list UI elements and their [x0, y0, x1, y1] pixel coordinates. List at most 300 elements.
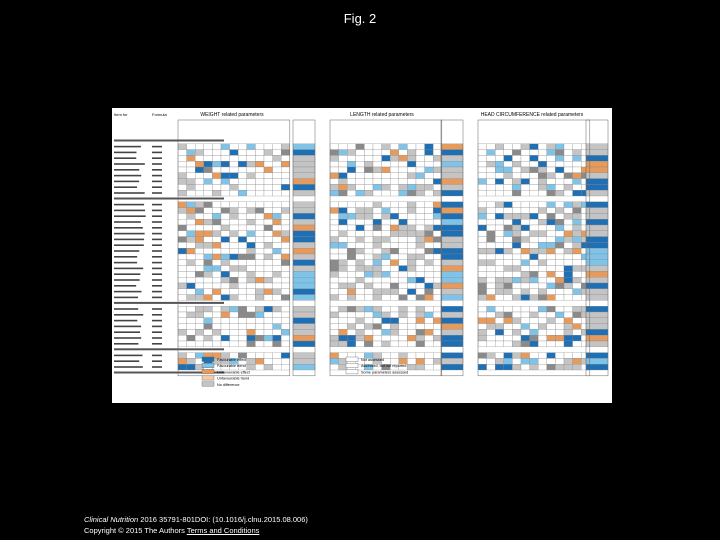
result-cell [347, 144, 356, 150]
result-cell [416, 208, 425, 214]
row-label [114, 204, 144, 206]
result-cell [495, 266, 504, 272]
result-cell [416, 184, 425, 190]
result-cell [478, 213, 487, 219]
result-cell [195, 190, 204, 196]
result-cell [247, 271, 256, 277]
row-formula [152, 227, 162, 229]
result-cell [221, 155, 230, 161]
result-cell [204, 231, 213, 237]
result-cell [512, 266, 521, 272]
result-cell [373, 318, 382, 324]
overall-cell [586, 266, 608, 272]
result-cell [273, 277, 282, 283]
result-cell [399, 231, 408, 237]
result-cell [230, 237, 239, 243]
result-cell [212, 167, 221, 173]
result-cell [382, 202, 391, 208]
result-cell [495, 335, 504, 341]
result-cell [504, 237, 513, 243]
result-cell [425, 231, 434, 237]
result-cell [339, 167, 348, 173]
result-cell [521, 202, 530, 208]
result-cell [255, 335, 264, 341]
result-cell [521, 237, 530, 243]
result-cell [487, 353, 496, 359]
result-cell [512, 353, 521, 359]
result-cell [212, 213, 221, 219]
result-cell [399, 208, 408, 214]
result-cell [330, 231, 339, 237]
result-cell [221, 254, 230, 260]
result-cell [399, 144, 408, 150]
row-label [114, 233, 145, 235]
row-label [114, 262, 137, 264]
result-cell [530, 312, 539, 318]
result-cell [478, 219, 487, 225]
result-cell [178, 190, 187, 196]
result-cell [512, 225, 521, 231]
result-cell [487, 283, 496, 289]
result-cell [264, 155, 273, 161]
result-cell [339, 179, 348, 185]
result-cell [495, 341, 504, 347]
row-label [114, 152, 136, 154]
result-cell [521, 324, 530, 330]
result-cell [330, 213, 339, 219]
result-cell [504, 242, 513, 248]
result-cell [538, 225, 547, 231]
result-cell [364, 155, 373, 161]
terms-link[interactable]: Terms and Conditions [186, 526, 260, 535]
result-cell [255, 208, 264, 214]
result-cell [373, 173, 382, 179]
result-cell [547, 312, 556, 318]
result-cell [573, 341, 582, 347]
result-cell [281, 144, 290, 150]
result-cell [390, 184, 399, 190]
result-cell [512, 208, 521, 214]
result-cell [212, 155, 221, 161]
result-cell [178, 202, 187, 208]
result-cell [495, 167, 504, 173]
result-cell [504, 155, 513, 161]
overall-cell [293, 353, 315, 359]
overall-cell [586, 353, 608, 359]
result-cell [382, 173, 391, 179]
result-cell [221, 161, 230, 167]
overall-cell [441, 353, 463, 359]
result-cell [356, 254, 365, 260]
row-formula [152, 157, 162, 159]
result-cell [512, 155, 521, 161]
result-cell [416, 248, 425, 254]
result-cell [573, 161, 582, 167]
result-cell [530, 260, 539, 266]
result-cell [247, 295, 256, 301]
result-cell [230, 271, 239, 277]
result-cell [521, 167, 530, 173]
result-cell [521, 208, 530, 214]
row-formula [152, 152, 162, 154]
result-cell [178, 260, 187, 266]
result-cell [247, 358, 256, 364]
result-cell [356, 260, 365, 266]
result-cell [264, 364, 273, 370]
result-cell [487, 173, 496, 179]
overall-cell [441, 208, 463, 214]
overall-cell [441, 364, 463, 370]
result-cell [247, 318, 256, 324]
result-cell [264, 283, 273, 289]
result-cell [521, 248, 530, 254]
result-cell [407, 324, 416, 330]
result-cell [187, 161, 196, 167]
result-cell [382, 213, 391, 219]
result-cell [330, 324, 339, 330]
result-cell [339, 231, 348, 237]
result-cell [399, 202, 408, 208]
result-cell [281, 271, 290, 277]
result-cell [487, 266, 496, 272]
result-cell [564, 277, 573, 283]
result-cell [264, 318, 273, 324]
result-cell [195, 295, 204, 301]
result-cell [425, 312, 434, 318]
result-cell [212, 248, 221, 254]
result-cell [390, 289, 399, 295]
result-cell [433, 260, 442, 266]
overall-cell [586, 324, 608, 330]
overall-cell [586, 335, 608, 341]
result-cell [273, 155, 282, 161]
overall-cell [441, 167, 463, 173]
row-formula [152, 360, 162, 362]
result-cell [573, 271, 582, 277]
overall-cell [293, 358, 315, 364]
result-cell [573, 260, 582, 266]
result-cell [281, 150, 290, 156]
result-cell [512, 167, 521, 173]
result-cell [247, 161, 256, 167]
result-cell [273, 184, 282, 190]
result-cell [495, 271, 504, 277]
result-cell [364, 324, 373, 330]
result-cell [573, 312, 582, 318]
result-cell [555, 364, 564, 370]
overall-cell [293, 150, 315, 156]
result-cell [512, 329, 521, 335]
result-cell [255, 179, 264, 185]
result-cell [281, 324, 290, 330]
result-cell [230, 190, 239, 196]
result-cell [390, 266, 399, 272]
result-cell [425, 167, 434, 173]
result-cell [347, 283, 356, 289]
result-cell [330, 364, 339, 370]
result-cell [339, 184, 348, 190]
result-cell [281, 202, 290, 208]
result-cell [255, 225, 264, 231]
result-cell [255, 173, 264, 179]
result-cell [356, 266, 365, 272]
result-cell [478, 271, 487, 277]
result-cell [330, 184, 339, 190]
result-cell [564, 295, 573, 301]
overall-cell [586, 225, 608, 231]
result-cell [373, 179, 382, 185]
result-cell [373, 184, 382, 190]
result-cell [281, 179, 290, 185]
result-cell [530, 225, 539, 231]
row-formula [152, 181, 162, 183]
result-cell [281, 364, 290, 370]
result-cell [399, 277, 408, 283]
result-cell [416, 271, 425, 277]
result-cell [425, 306, 434, 312]
result-cell [382, 231, 391, 237]
result-cell [407, 289, 416, 295]
result-cell [187, 318, 196, 324]
result-cell [195, 312, 204, 318]
result-cell [555, 225, 564, 231]
result-cell [247, 225, 256, 231]
result-cell [255, 271, 264, 277]
result-cell [212, 341, 221, 347]
result-cell [495, 364, 504, 370]
result-cell [547, 155, 556, 161]
result-cell [187, 248, 196, 254]
result-cell [564, 213, 573, 219]
overall-cell [293, 167, 315, 173]
result-cell [487, 271, 496, 277]
result-cell [407, 318, 416, 324]
result-cell [273, 358, 282, 364]
result-cell [416, 283, 425, 289]
result-cell [382, 329, 391, 335]
result-cell [382, 184, 391, 190]
result-cell [399, 260, 408, 266]
result-cell [178, 271, 187, 277]
overall-cell [586, 312, 608, 318]
result-cell [273, 208, 282, 214]
result-cell [425, 283, 434, 289]
result-cell [416, 318, 425, 324]
result-cell [339, 260, 348, 266]
result-cell [255, 306, 264, 312]
result-cell [390, 242, 399, 248]
result-cell [530, 231, 539, 237]
result-cell [478, 283, 487, 289]
result-cell [382, 260, 391, 266]
result-cell [504, 213, 513, 219]
result-cell [212, 150, 221, 156]
result-cell [530, 167, 539, 173]
result-cell [433, 161, 442, 167]
result-cell [356, 306, 365, 312]
result-cell [433, 219, 442, 225]
result-cell [495, 155, 504, 161]
result-cell [407, 364, 416, 370]
result-cell [504, 312, 513, 318]
result-cell [425, 329, 434, 335]
result-cell [356, 329, 365, 335]
result-cell [230, 283, 239, 289]
result-cell [187, 260, 196, 266]
result-cell [264, 225, 273, 231]
overall-cell [586, 155, 608, 161]
result-cell [521, 335, 530, 341]
result-cell [339, 248, 348, 254]
result-cell [512, 254, 521, 260]
result-cell [281, 335, 290, 341]
result-cell [247, 312, 256, 318]
result-cell [564, 353, 573, 359]
result-cell [390, 248, 399, 254]
result-cell [564, 208, 573, 214]
result-cell [195, 167, 204, 173]
result-cell [495, 318, 504, 324]
group-header: HEAD CIRCUMFERENCE related parameters [480, 112, 584, 118]
result-cell [204, 202, 213, 208]
row-label [114, 215, 146, 217]
section-heading [114, 348, 224, 350]
row-formula [152, 256, 162, 258]
result-cell [495, 306, 504, 312]
result-cell [339, 219, 348, 225]
result-cell [356, 289, 365, 295]
result-cell [504, 190, 513, 196]
overall-cell [441, 231, 463, 237]
result-cell [555, 202, 564, 208]
result-cell [356, 208, 365, 214]
result-cell [433, 254, 442, 260]
overall-cell [586, 150, 608, 156]
result-cell [187, 150, 196, 156]
result-cell [273, 150, 282, 156]
result-cell [407, 353, 416, 359]
result-cell [339, 161, 348, 167]
result-cell [364, 289, 373, 295]
result-cell [399, 190, 408, 196]
result-cell [212, 312, 221, 318]
result-cell [555, 358, 564, 364]
overall-cell [293, 190, 315, 196]
result-cell [330, 306, 339, 312]
result-cell [555, 184, 564, 190]
result-cell [512, 335, 521, 341]
result-cell [195, 306, 204, 312]
result-cell [382, 277, 391, 283]
result-cell [221, 283, 230, 289]
result-cell [187, 306, 196, 312]
result-cell [255, 283, 264, 289]
result-cell [247, 231, 256, 237]
result-cell [364, 266, 373, 272]
overall-cell [441, 237, 463, 243]
result-cell [281, 225, 290, 231]
group-header: WEIGHT related parameters [200, 112, 264, 118]
result-cell [230, 254, 239, 260]
citation-line [84, 514, 308, 525]
overall-cell [293, 202, 315, 208]
result-cell [390, 225, 399, 231]
result-cell [538, 364, 547, 370]
result-cell [373, 202, 382, 208]
result-cell [573, 179, 582, 185]
result-cell [273, 179, 282, 185]
result-cell [364, 167, 373, 173]
result-cell [364, 173, 373, 179]
result-cell [433, 266, 442, 272]
result-cell [281, 173, 290, 179]
result-cell [221, 248, 230, 254]
result-cell [487, 161, 496, 167]
result-cell [364, 312, 373, 318]
result-cell [273, 231, 282, 237]
result-cell [247, 306, 256, 312]
result-cell [281, 254, 290, 260]
result-cell [399, 295, 408, 301]
result-cell [187, 335, 196, 341]
result-cell [425, 358, 434, 364]
result-cell [390, 335, 399, 341]
legend-swatch [202, 363, 214, 368]
result-cell [407, 155, 416, 161]
overall-cell [441, 312, 463, 318]
result-cell [547, 260, 556, 266]
result-cell [364, 341, 373, 347]
result-cell [238, 260, 247, 266]
result-cell [364, 271, 373, 277]
legend-label: Unfavourable trend [217, 376, 250, 381]
result-cell [504, 358, 513, 364]
result-cell [230, 144, 239, 150]
result-cell [478, 318, 487, 324]
overall-cell [586, 190, 608, 196]
result-cell [521, 161, 530, 167]
result-cell [247, 254, 256, 260]
result-cell [390, 155, 399, 161]
result-cell [399, 155, 408, 161]
result-cell [433, 190, 442, 196]
result-cell [339, 144, 348, 150]
result-cell [547, 179, 556, 185]
result-cell [339, 289, 348, 295]
result-cell [512, 237, 521, 243]
result-cell [255, 324, 264, 330]
result-cell [555, 329, 564, 335]
result-cell [356, 242, 365, 248]
result-cell [504, 231, 513, 237]
result-cell [204, 289, 213, 295]
result-cell [339, 341, 348, 347]
result-cell [487, 144, 496, 150]
overall-cell [441, 266, 463, 272]
result-cell [347, 225, 356, 231]
overall-cell [293, 161, 315, 167]
row-label [114, 169, 139, 171]
row-label [114, 192, 145, 194]
result-cell [347, 231, 356, 237]
result-cell [390, 208, 399, 214]
result-cell [478, 237, 487, 243]
result-cell [221, 150, 230, 156]
result-cell [255, 237, 264, 243]
result-cell [564, 324, 573, 330]
result-cell [573, 306, 582, 312]
overall-cell [441, 306, 463, 312]
